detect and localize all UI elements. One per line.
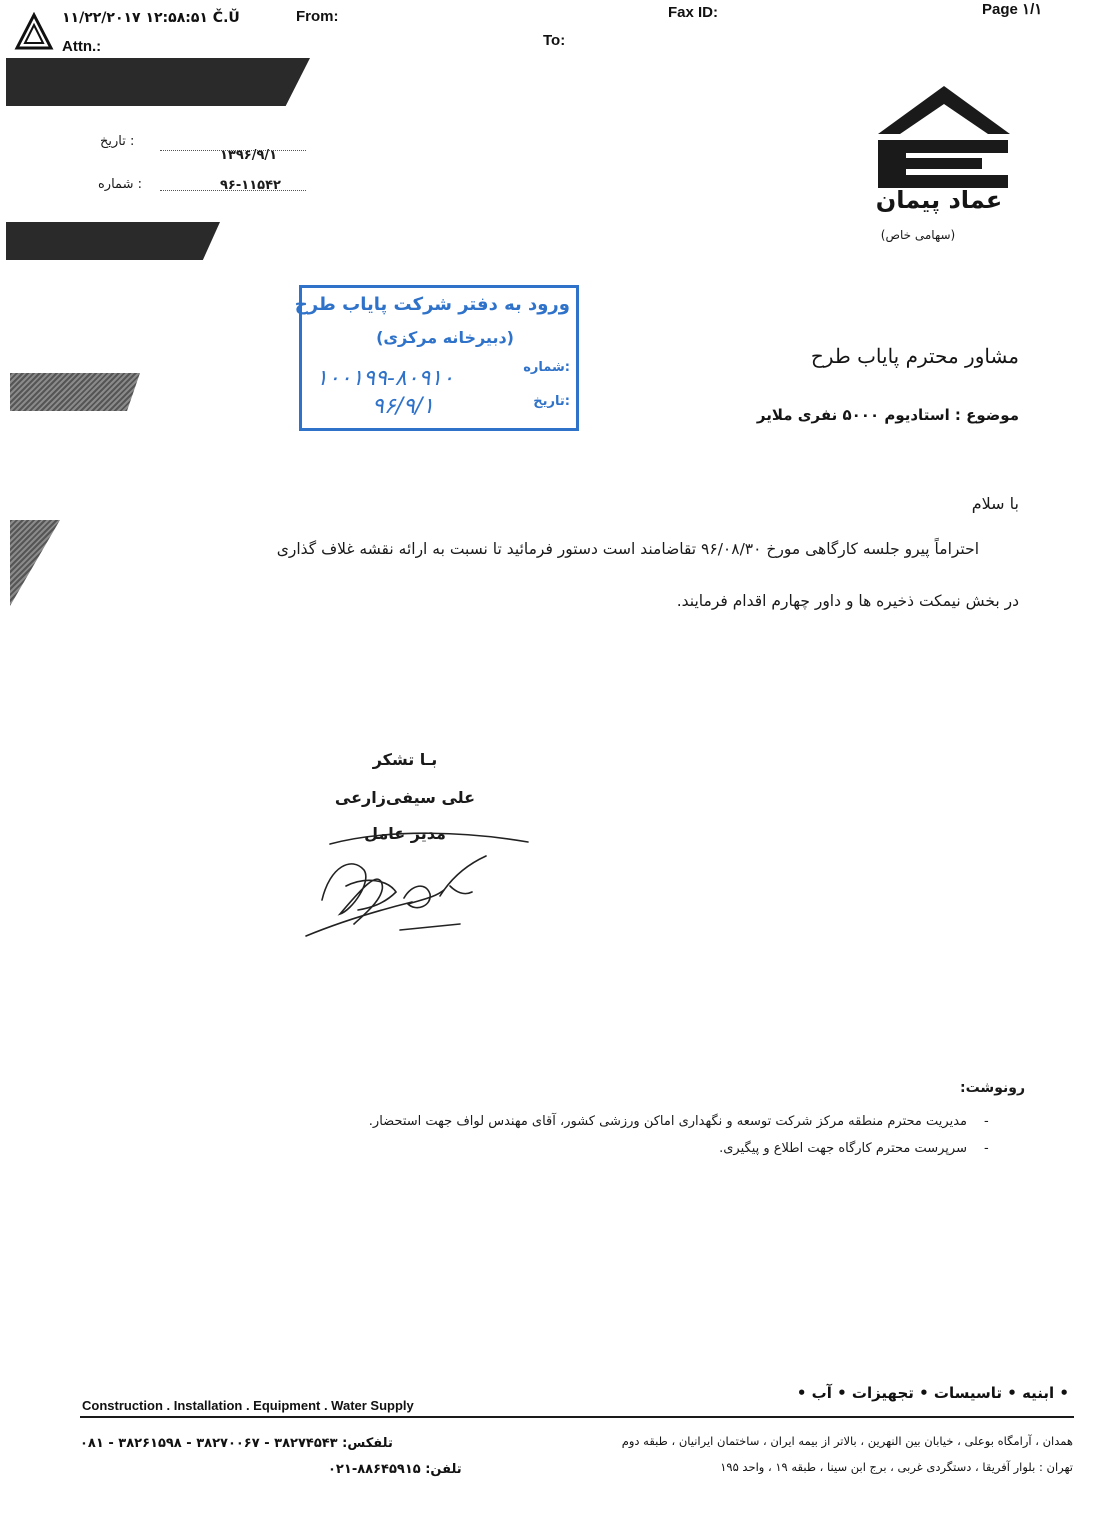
company-logo-icon bbox=[876, 84, 1010, 188]
stamp-title: ورود به دفتر شرکت پایاب طرح bbox=[294, 294, 570, 315]
footer-services-en: Construction . Installation . Equipment . Water Supply bbox=[82, 1398, 414, 1413]
stamp-number-label: :شماره bbox=[523, 360, 570, 375]
letter-body-line-2: در بخش نیمکت ذخیره ها و داور چهارم اقدام فرمایند. bbox=[676, 592, 1019, 610]
cc-dash: - bbox=[984, 1141, 989, 1156]
fax-page-label: Page ۱/۱ bbox=[982, 1, 1043, 18]
letter-recipient: مشاور محترم پایاب طرح bbox=[810, 344, 1019, 368]
redaction-bar bbox=[6, 58, 310, 106]
fax-logo-icon bbox=[14, 12, 54, 52]
footer-hamedan-address: همدان ، آرامگاه بوعلی ، خیابان بین النهرین ، بالاتر از بیمه ایران ، ساختمان ایرانیان ، طبقه دوم bbox=[621, 1434, 1073, 1448]
cc-label: رونوشت: bbox=[960, 1080, 1025, 1096]
stamp-subtitle: (دبیرخانه مرکزی) bbox=[376, 328, 514, 347]
fax-from-label: From: bbox=[296, 8, 339, 25]
letter-body-line-1: احتراماً پیرو جلسه کارگاهی مورخ ۹۶/۰۸/۳۰ تقاضامند است دستور فرمائید تا نسبت به ارائه نقشه غلاف گذاری bbox=[276, 540, 979, 558]
company-name: عماد پیمان bbox=[875, 186, 1003, 214]
cc-item: سرپرست محترم کارگاه جهت اطلاع و پیگیری. bbox=[719, 1141, 967, 1156]
fax-to-label: To: bbox=[543, 32, 566, 49]
fax-datetime: ۱۱/۲۲/۲۰۱۷ ۱۲:۵۸:۵۱ Č.Ŭ bbox=[62, 10, 240, 26]
redaction-bar bbox=[10, 520, 60, 606]
letter-number-label: : شماره bbox=[98, 177, 142, 192]
fax-id-label: Fax ID: bbox=[668, 4, 719, 21]
cc-dash: - bbox=[984, 1114, 989, 1129]
footer-tehran-phone: تلفن: ۸۸۶۴۵۹۱۵-۰۲۱ bbox=[328, 1462, 462, 1477]
letter-subject: موضوع : استادیوم ۵۰۰۰ نفری ملایر bbox=[756, 406, 1019, 424]
stamp-number-value: ۱۰۰۱۹۹-۸۰۹۱۰ bbox=[316, 366, 454, 391]
fax-attn-label: Attn.: bbox=[62, 38, 102, 55]
footer-tehran-address: تهران : بلوار آفریقا ، دستگردی غربی ، برج ابن سینا ، طبقه ۱۹ ، واحد ۱۹۵ bbox=[720, 1460, 1073, 1474]
redaction-bar bbox=[6, 222, 220, 260]
receipt-stamp bbox=[294, 285, 579, 431]
handwritten-signature bbox=[300, 826, 540, 942]
letter-date-value: ۱۳۹۶/۹/۱ bbox=[220, 148, 278, 163]
letter-greeting: با سلام bbox=[971, 494, 1019, 513]
cc-item: مدیریت محترم منطقه مرکز شرکت توسعه و نگهداری اماکن ورزشی کشور، آقای مهندس لواف جهت استحضار. bbox=[368, 1114, 967, 1129]
signer-title: مدیر عامل bbox=[364, 824, 446, 843]
letter-closing: بـا تشکر bbox=[372, 750, 438, 769]
footer-services-fa: • ابنیه • تاسیسات • تجهیزات • آب • bbox=[796, 1384, 1069, 1402]
stamp-date-value: ۹۶/۹/۱ bbox=[372, 394, 435, 419]
signer-name: علی سیفی‌زارعی bbox=[334, 788, 476, 807]
company-type: (سهامی خاص) bbox=[880, 228, 956, 242]
stamp-date-label: :تاریخ bbox=[533, 394, 570, 409]
letter-number-value: ۹۶-۱۱۵۴۲ bbox=[220, 178, 281, 193]
footer-divider bbox=[80, 1416, 1074, 1418]
letter-date-label: : تاریخ bbox=[100, 134, 135, 149]
footer-hamedan-phones: تلفکس: ۳۸۲۷۴۵۴۳ - ۳۸۲۷۰۰۶۷ - ۳۸۲۶۱۵۹۸ - ۰۸۱ bbox=[80, 1436, 393, 1451]
redaction-bar bbox=[10, 373, 140, 411]
